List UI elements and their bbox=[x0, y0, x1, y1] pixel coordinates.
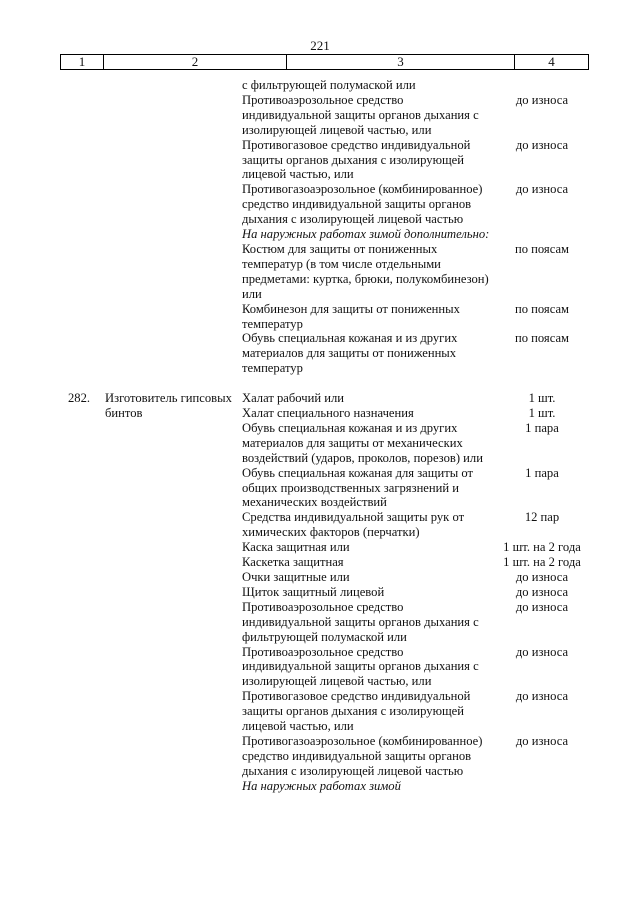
item-name: Противогазоаэрозольное (комбинированное) средство индивидуальной защиты органов дыхания с изолирующей лицевой частью bbox=[242, 733, 483, 778]
item-qty: до износа bbox=[515, 92, 569, 107]
item-name: Щиток защитный лицевой bbox=[242, 584, 385, 599]
item-name: Противогазовое средство индивидуальной защиты органов дыхания с изолирующей лицевой частью, или bbox=[242, 689, 471, 734]
list-item bbox=[0, 391, 640, 406]
item-qty: до износа bbox=[515, 584, 569, 599]
item-qty: 1 шт. bbox=[528, 406, 556, 421]
item-qty: до износа bbox=[515, 182, 569, 197]
list-item bbox=[0, 138, 640, 183]
item-name: Костюм для защиты от пониженных температур (в том числе отдельными предметами: куртка, брюки, полукомбинезон) или bbox=[242, 241, 489, 301]
list-item bbox=[0, 182, 640, 227]
item-qty: по поясам bbox=[514, 301, 570, 316]
list-item bbox=[0, 510, 640, 540]
item-qty: 1 шт. на 2 года bbox=[503, 540, 581, 555]
list-item bbox=[0, 302, 640, 332]
item-name: Халат рабочий или bbox=[242, 391, 344, 406]
header-col-4: 4 bbox=[548, 54, 555, 69]
item-name: Противоаэрозольное средство индивидуальной защиты органов дыхания с фильтрующей полумаской или bbox=[242, 599, 479, 644]
item-name: Обувь специальная кожаная и из других материалов для защиты от пониженных температур bbox=[242, 331, 458, 376]
item-name: Обувь специальная кожаная для защиты от общих производственных загрязнений и механических воздействий bbox=[242, 465, 473, 510]
list-item bbox=[0, 466, 640, 511]
table-body bbox=[0, 78, 640, 794]
item-qty: до износа bbox=[515, 599, 569, 614]
item-name: Халат специального назначения bbox=[242, 406, 414, 421]
page-number: 221 bbox=[310, 38, 330, 53]
list-item bbox=[0, 645, 640, 690]
list-item bbox=[0, 585, 640, 600]
entry-row bbox=[0, 391, 640, 793]
continuation-row bbox=[0, 78, 640, 376]
item-qty: до износа bbox=[515, 570, 569, 584]
item-qty: до износа bbox=[515, 689, 569, 704]
item-qty: до износа bbox=[515, 733, 569, 748]
list-item bbox=[0, 540, 640, 555]
header-col-1: 1 bbox=[61, 55, 104, 69]
header-col-2: 2 bbox=[104, 55, 287, 69]
item-qty: по поясам bbox=[514, 331, 570, 346]
item-name: Средства индивидуальной защиты рук от химических факторов (перчатки) bbox=[242, 510, 465, 540]
item-qty: 1 шт. bbox=[528, 391, 556, 406]
list-item bbox=[0, 555, 640, 570]
item-qty: по поясам bbox=[514, 241, 570, 256]
item-name: Каскетка защитная bbox=[242, 555, 344, 570]
section-note: На наружных работах зимой bbox=[242, 778, 401, 793]
list-item bbox=[0, 227, 640, 242]
list-item bbox=[0, 421, 640, 466]
list-item bbox=[0, 242, 640, 302]
item-name: Каска защитная или bbox=[242, 540, 350, 555]
item-qty: 1 шт. на 2 года bbox=[503, 555, 581, 570]
header-col-3: 3 bbox=[287, 55, 515, 69]
item-qty: 12 пар bbox=[524, 510, 560, 525]
entry-profession: Изготовитель гипсовых бинтов bbox=[105, 391, 232, 421]
list-item bbox=[0, 734, 640, 779]
item-name: Противоаэрозольное средство индивидуальной защиты органов дыхания с изолирующей лицевой частью, или bbox=[242, 92, 479, 137]
item-qty: до износа bbox=[515, 644, 569, 659]
entry-number: 282. bbox=[68, 391, 91, 406]
item-name: Обувь специальная кожаная и из других материалов для защиты от механических воздействий (ударов, проколов, порезов) или bbox=[242, 420, 483, 465]
item-name: с фильтрующей полумаской или bbox=[242, 78, 416, 92]
table-header bbox=[60, 54, 589, 70]
item-qty: 1 пара bbox=[525, 420, 559, 435]
list-item bbox=[0, 406, 640, 421]
section-note: На наружных работах зимой дополнительно: bbox=[242, 227, 490, 242]
list-item bbox=[0, 779, 640, 794]
item-name: Противоаэрозольное средство индивидуальной защиты органов дыхания с изолирующей лицевой частью, или bbox=[242, 644, 479, 689]
item-name: Противогазовое средство индивидуальной защиты органов дыхания с изолирующей лицевой частью, или bbox=[242, 137, 471, 182]
item-name: Очки защитные или bbox=[242, 570, 350, 584]
item-name: Противогазоаэрозольное (комбинированное) средство индивидуальной защиты органов дыхания с изолирующей лицевой частью bbox=[242, 182, 483, 227]
item-qty: до износа bbox=[515, 137, 569, 152]
item-qty: 1 пара bbox=[525, 465, 559, 480]
list-item bbox=[0, 689, 640, 734]
list-item bbox=[0, 331, 640, 376]
list-item bbox=[0, 600, 640, 645]
list-item bbox=[0, 570, 640, 585]
list-item bbox=[0, 93, 640, 138]
list-item bbox=[0, 78, 640, 93]
item-name: Комбинезон для защиты от пониженных температур bbox=[242, 301, 460, 331]
